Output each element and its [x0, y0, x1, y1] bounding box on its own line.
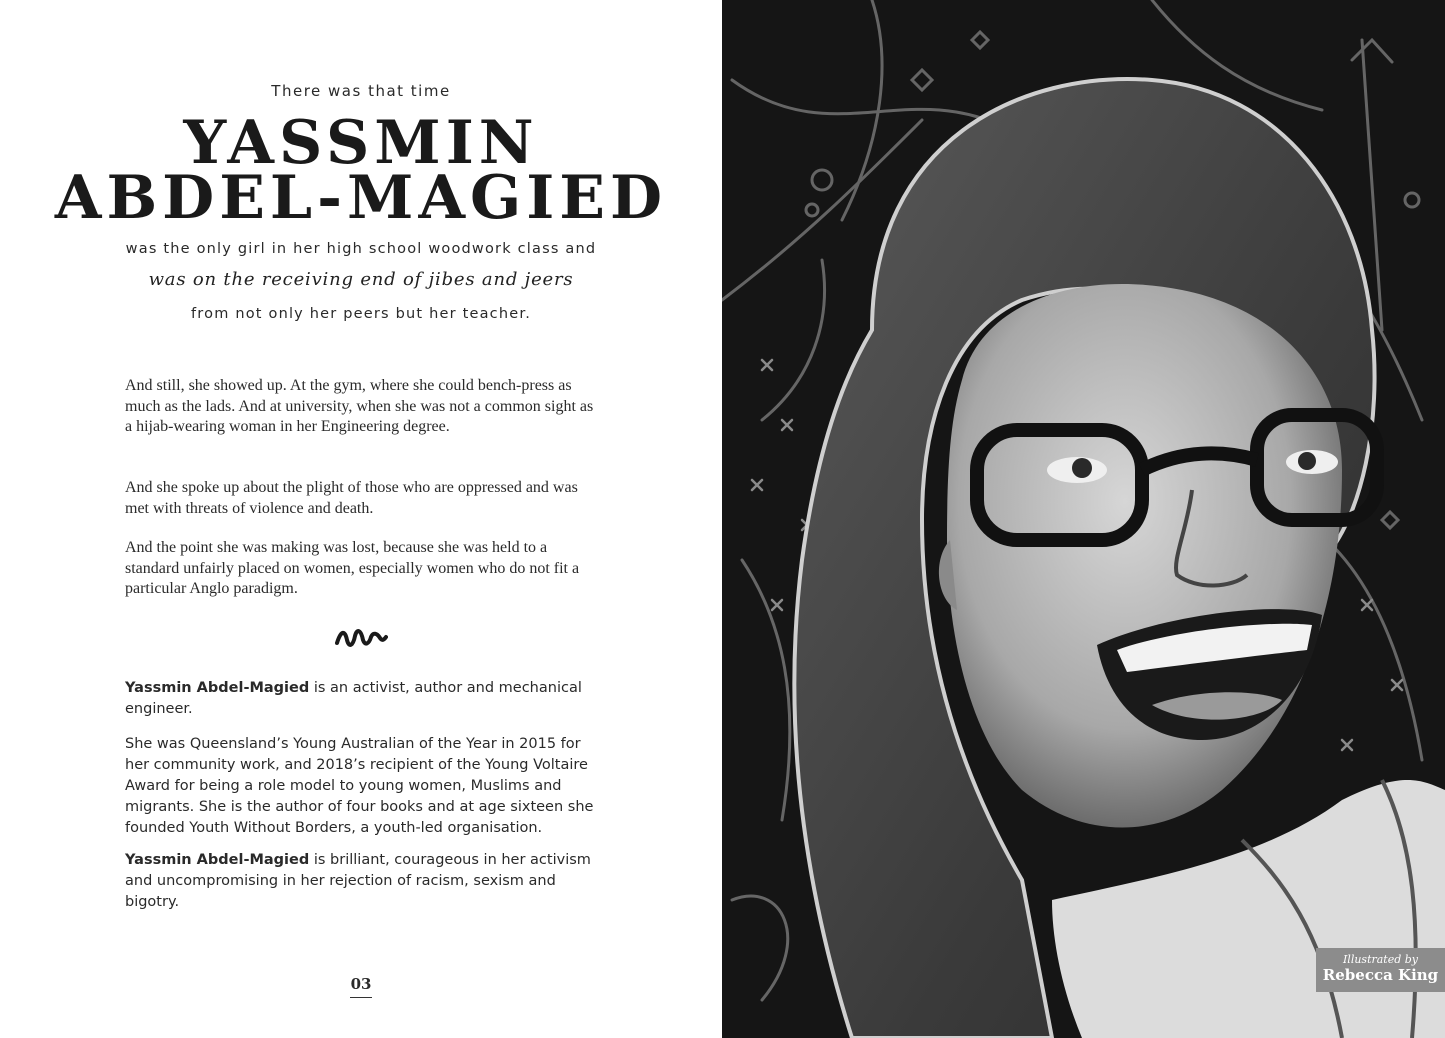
title-name-line-1: YASSMIN: [183, 108, 539, 178]
credit-label: Illustrated by: [1342, 953, 1419, 966]
bio-paragraph-3: [125, 850, 597, 913]
illustrator-credit: [1316, 948, 1445, 992]
bio-text: is an activist, author and mechanical engineer.: [125, 680, 582, 717]
subtitle-line-2: from not only her peers but her teacher.: [190, 306, 532, 322]
bio-paragraph-2: She was Queensland’s Young Australian of the Year in 2015 for her community work, and 2018’s recipient of the Young Voltaire Award for being a role model to young women, Muslims and migrants. She is the author of four books and at age sixteen she founded Youth Without Borders, a youth-led organisation.: [125, 736, 594, 836]
subtitle-script-line: was on the receiving end of jibes and jeers: [148, 269, 574, 290]
credit-name: Rebecca King: [1322, 966, 1439, 984]
page-number: 03: [350, 975, 372, 993]
story-paragraph-3: And the point she was making was lost, because she was held to a standard unfairly placed on women, especially women who do not fit a particular Anglo paradigm.: [125, 539, 580, 597]
story-paragraph-1: And still, she showed up. At the gym, where she could bench-press as much as the lads. And at university, when she was not a common sight as a hijab-wearing woman in her Engineering degree.: [125, 377, 594, 435]
bio-name-bold: Yassmin Abdel-Magied: [125, 852, 310, 868]
page-number-underline: [350, 997, 372, 998]
bio-text: is brilliant, courageous in her activism and uncompromising in her rejection of racism, sexism and bigotry.: [125, 852, 591, 910]
portrait-illustration: [722, 0, 1445, 1038]
title-name-line-2: ABDEL-MAGIED: [54, 163, 668, 233]
left-page: [0, 0, 722, 1038]
intro-text: There was that time: [271, 82, 451, 100]
bio-paragraph-1: [125, 678, 597, 720]
right-page-illustration: [722, 0, 1445, 1038]
bio-name-bold: Yassmin Abdel-Magied: [125, 680, 310, 696]
squiggle-divider-icon: [334, 626, 388, 648]
story-paragraph-2: And she spoke up about the plight of those who are oppressed and was met with threats of violence and death.: [125, 479, 578, 517]
subtitle-line-1: was the only girl in her high school woodwork class and: [125, 241, 597, 257]
